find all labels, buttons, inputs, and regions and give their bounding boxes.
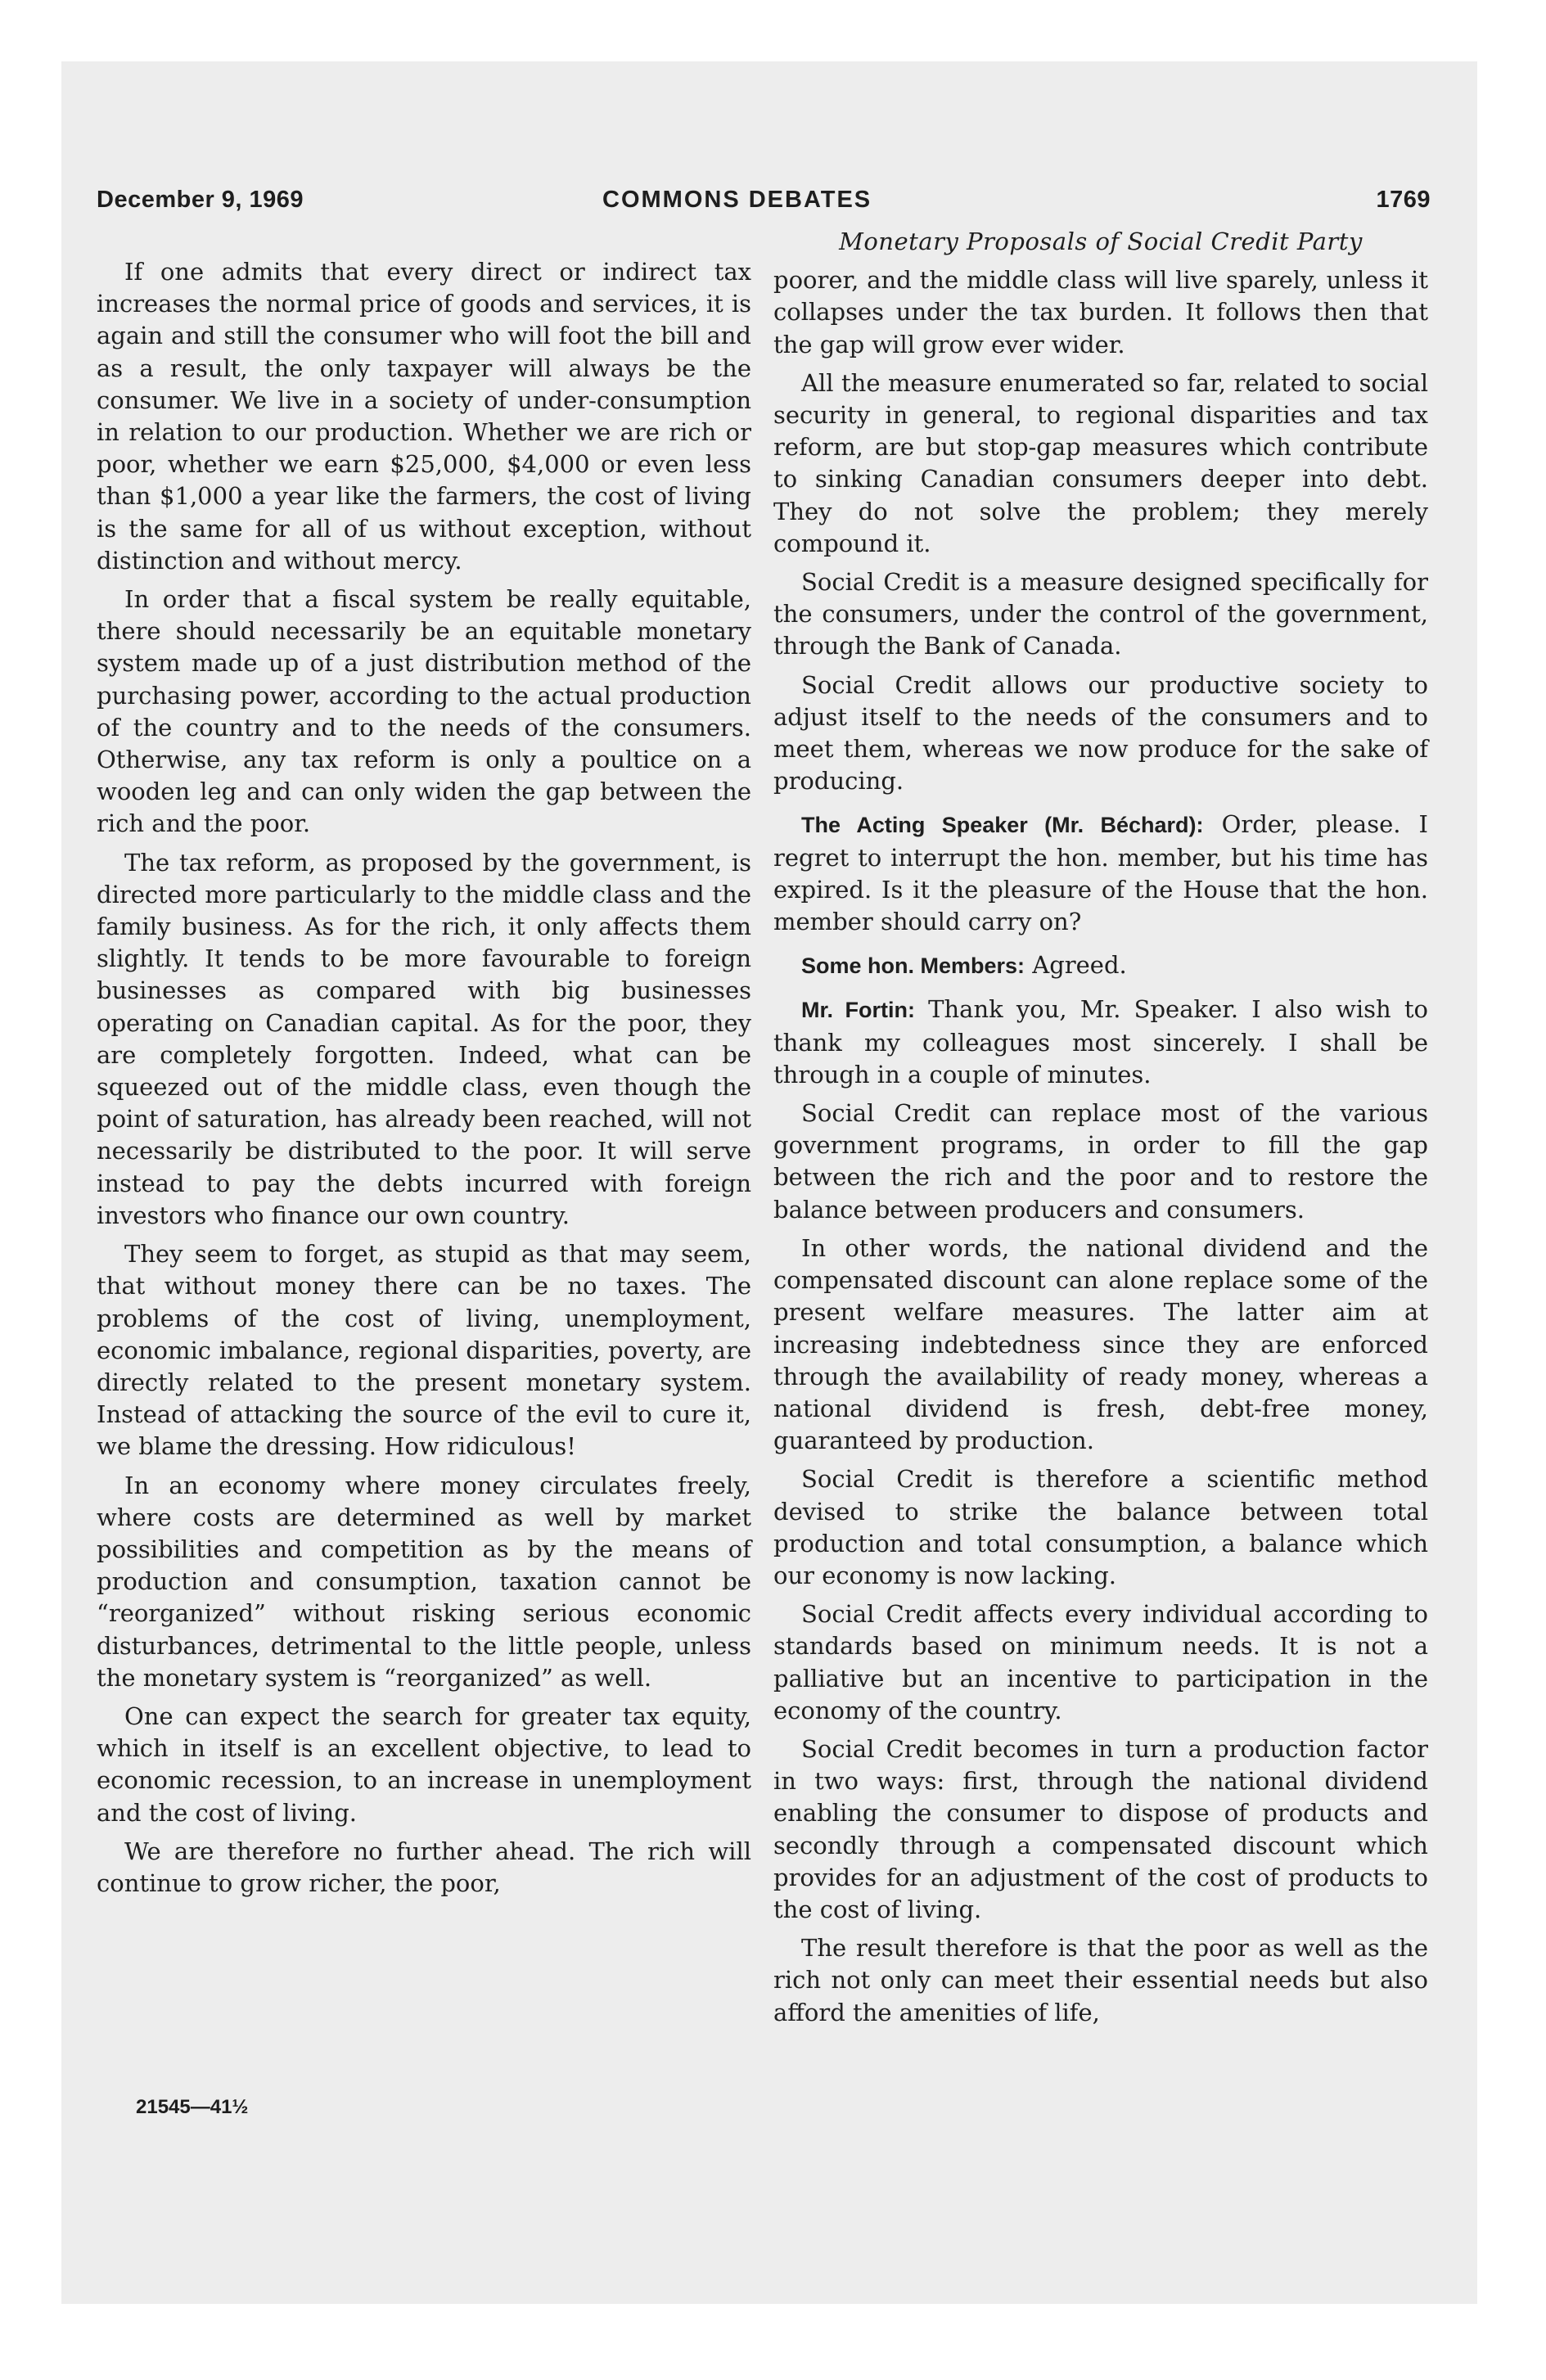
paragraph: Social Credit affects every individual according to standards based on minimum needs. It is not a palliative but an incentive to participation in the economy of the country. xyxy=(773,1600,1428,1724)
paragraph: Social Credit is therefore a scientific method devised to strike the balance between total production and total consumption, a balance which our economy is now lacking. xyxy=(773,1465,1428,1589)
right-column xyxy=(773,226,1428,2035)
speaker-name: The Acting Speaker (Mr. Béchard): xyxy=(801,813,1204,838)
paragraph: Social Credit can replace most of the various government programs, in order to fill the gap between the rich and the poor and to restore the balance between producers and consumers. xyxy=(773,1099,1428,1224)
speech-text: Agreed. xyxy=(1032,951,1127,980)
paragraph: In other words, the national dividend and the compensated discount can alone replace some of the present welfare measures. The latter aim at increasing indebtedness since they are enforced through the availability of ready money, whereas a national dividend is fresh, debt-free money, guaranteed by production. xyxy=(773,1233,1428,1455)
paragraph: They seem to forget, as stupid as that may seem, that without money there can be no taxes. The problems of the cost of living, unemployment, economic imbalance, regional disparities, poverty, are directly related to the present monetary system. Instead of attacking the source of the evil to cure it, we blame the dressing. How ridiculous! xyxy=(97,1240,751,1461)
speech-acting-speaker xyxy=(773,809,1428,938)
paragraph: Social Credit is a measure designed specifically for the consumers, under the control of the government, through the Bank of Canada. xyxy=(773,568,1428,660)
paragraph: In order that a fiscal system be really equitable, there should necessarily be an equitable monetary system made up of a just distribution method of the purchasing power, according to the actual production of the country and to the needs of the consumers. Otherwise, any tax reform is only a poultice on a wooden leg and can only widen the gap between the rich and the poor. xyxy=(97,585,751,838)
paragraph: All the measure enumerated so far, related to social security in general, to regional disparities and tax reform, are but stop-gap measures which contribute to sinking Canadian consumers deeper into debt. They do not solve the problem; they merely compound it. xyxy=(773,368,1428,557)
paragraph: In an economy where money circulates freely, where costs are determined as well by market possibilities and competition as by the means of production and consumption, taxation cannot be “reorganized” without risking serious economic disturbances, detrimental to the little people, unless the monetary system is “reorganized” as well. xyxy=(97,1471,751,1692)
document-page xyxy=(97,187,1431,2151)
speaker-name: Mr. Fortin: xyxy=(801,998,915,1023)
paragraph: poorer, and the middle class will live sparely, unless it collapses under the tax burden. It follows then that the gap will grow ever wider. xyxy=(773,266,1428,358)
paragraph: The result therefore is that the poor as well as the rich not only can meet their essential needs but also afford the amenities of life, xyxy=(773,1934,1428,2026)
page-header xyxy=(97,187,1431,219)
speech-members xyxy=(773,949,1428,982)
paragraph: Social Credit becomes in turn a production factor in two ways: first, through the national dividend enabling the consumer to dispose of products and secondly through a compensated discount which provides for an adjustment of the cost of products to the cost of living. xyxy=(773,1734,1428,1923)
paragraph: The tax reform, as proposed by the government, is directed more particularly to the middle class and the family business. As for the rich, it only affects them slightly. It tends to be more favourable to foreign businesses as compared with big businesses operating on Canadian capital. As for the poor, they are completely forgotten. Indeed, what can be squeezed out of the middle class, even though the point of saturation, has already been reached, will not necessarily be distributed to the poor. It will serve instead to pay the debts incurred with foreign investors who finance our own country. xyxy=(97,848,751,1229)
paragraph: We are therefore no further ahead. The rich will continue to grow richer, the poor, xyxy=(97,1837,751,1897)
speaker-name: Some hon. Members: xyxy=(801,953,1025,979)
running-head: Monetary Proposals of Social Credit Party xyxy=(839,228,1363,255)
paragraph: Social Credit allows our productive society to adjust itself to the needs of the consumers and to meet them, whereas we now produce for the sake of producing. xyxy=(773,670,1428,796)
header-date: December 9, 1969 xyxy=(97,187,304,213)
header-title: COMMONS DEBATES xyxy=(602,187,872,213)
paragraph: If one admits that every direct or indirect tax increases the normal price of goods and services, it is again and still the consumer who will foot the bill and as a result, the only taxpayer will always be the consumer. We live in a society of under-consumption in relation to our production. Whether we are rich or poor, whether we earn $25,000, $4,000 or even less than $1,000 a year like the farmers, the cost of living is the same for all of us without exception, without distinction and without mercy. xyxy=(97,258,751,575)
page-number: 1769 xyxy=(1376,187,1431,213)
footer-code: 21545—41½ xyxy=(136,2096,249,2118)
speech-text: Order, please. I regret to interrupt the hon. member, but his time has expired. Is it the pleasure of the House that the hon. member should carry on? xyxy=(773,810,1428,936)
paragraph: One can expect the search for greater tax equity, which in itself is an excellent objective, to lead to economic recession, to an increase in unemployment and the cost of living. xyxy=(97,1702,751,1827)
speech-fortin xyxy=(773,994,1428,1091)
speech-text: Thank you, Mr. Speaker. I also wish to thank my colleagues most sincerely. I shall be through in a couple of minutes. xyxy=(773,995,1429,1089)
left-column xyxy=(97,256,751,1906)
